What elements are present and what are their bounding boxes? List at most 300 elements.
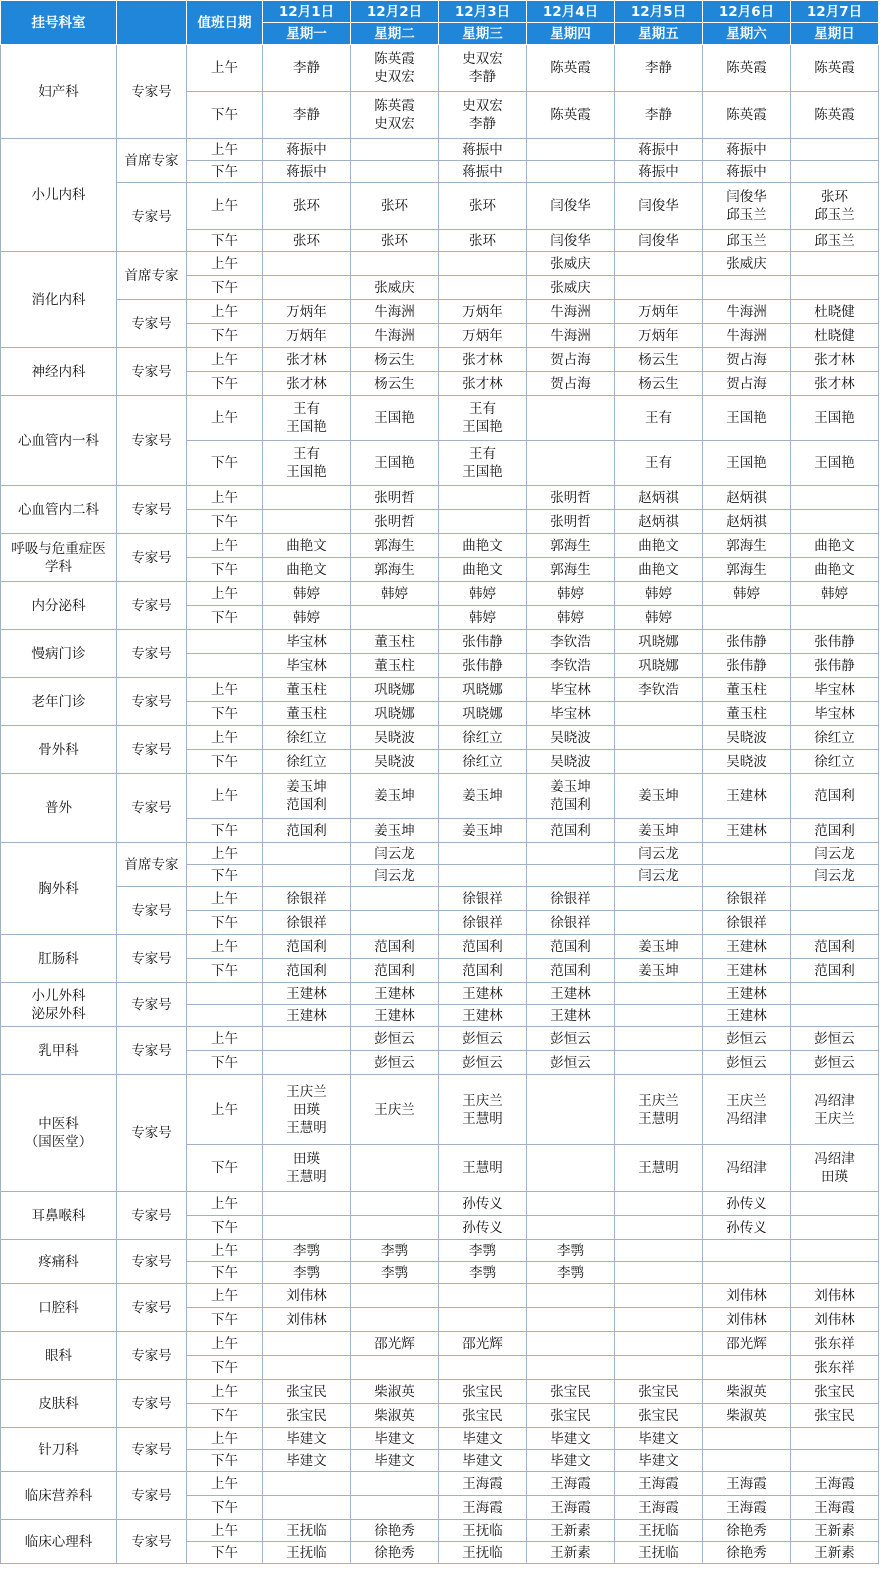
doctor-cell bbox=[791, 486, 879, 510]
doctor-cell: 闫俊华 bbox=[527, 183, 615, 230]
doctor-cell: 毕建文 bbox=[615, 1450, 703, 1472]
doctor-cell: 王有 王国艳 bbox=[439, 396, 527, 441]
registration-type: 专家号 bbox=[117, 935, 187, 983]
doctor-cell: 张宝民 bbox=[263, 1404, 351, 1428]
doctor-cell: 李静 bbox=[263, 45, 351, 92]
doctor-cell: 范国利 bbox=[527, 959, 615, 983]
doctor-cell: 王庆兰 王慧明 bbox=[615, 1075, 703, 1145]
doctor-cell: 徐银祥 bbox=[703, 887, 791, 911]
doctor-cell bbox=[791, 276, 879, 300]
doctor-cell: 王海霞 bbox=[439, 1472, 527, 1496]
doctor-cell: 姜玉坤 bbox=[615, 959, 703, 983]
doctor-cell: 徐红立 bbox=[263, 726, 351, 750]
doctor-cell: 史双宏 李静 bbox=[439, 45, 527, 92]
doctor-cell: 毕建文 bbox=[439, 1428, 527, 1450]
doctor-cell bbox=[615, 887, 703, 911]
doctor-cell: 蒋振中 bbox=[615, 139, 703, 161]
doctor-cell: 徐红立 bbox=[791, 750, 879, 774]
session-label: 上午 bbox=[187, 678, 263, 702]
doctor-cell: 巩晓娜 bbox=[615, 654, 703, 678]
registration-type: 专家号 bbox=[117, 534, 187, 582]
doctor-cell: 张伟静 bbox=[439, 654, 527, 678]
doctor-cell bbox=[615, 1027, 703, 1051]
doctor-cell: 王新素 bbox=[527, 1542, 615, 1564]
department-name: 小儿内科 bbox=[1, 139, 117, 252]
session-label: 上午 bbox=[187, 935, 263, 959]
doctor-cell: 王建林 bbox=[351, 1005, 439, 1027]
doctor-cell: 张威庆 bbox=[703, 252, 791, 276]
session-label: 下午 bbox=[187, 606, 263, 630]
doctor-cell: 冯绍津 王庆兰 bbox=[791, 1075, 879, 1145]
doctor-cell bbox=[615, 726, 703, 750]
schedule-row bbox=[1, 1075, 879, 1145]
doctor-cell: 韩婷 bbox=[439, 582, 527, 606]
registration-type: 专家号 bbox=[117, 486, 187, 534]
schedule-row bbox=[1, 935, 879, 959]
doctor-cell: 范国利 bbox=[351, 959, 439, 983]
date-header: 12月3日 bbox=[439, 1, 527, 23]
doctor-cell: 彭恒云 bbox=[527, 1027, 615, 1051]
doctor-cell: 范国利 bbox=[439, 935, 527, 959]
doctor-cell: 王庆兰 bbox=[351, 1075, 439, 1145]
doctor-cell bbox=[615, 252, 703, 276]
schedule-row bbox=[1, 139, 879, 161]
doctor-cell: 王国艳 bbox=[703, 396, 791, 441]
schedule-row bbox=[1, 486, 879, 510]
doctor-cell: 张宝民 bbox=[615, 1380, 703, 1404]
doctor-cell: 毕建文 bbox=[351, 1450, 439, 1472]
doctor-cell bbox=[615, 1216, 703, 1240]
doctor-cell: 柴淑英 bbox=[351, 1380, 439, 1404]
session-label: 上午 bbox=[187, 1284, 263, 1308]
doctor-cell bbox=[791, 1262, 879, 1284]
doctor-cell bbox=[263, 843, 351, 865]
doctor-cell: 王海霞 bbox=[703, 1472, 791, 1496]
doctor-cell: 李鹗 bbox=[527, 1240, 615, 1262]
doctor-cell: 吴晓波 bbox=[527, 726, 615, 750]
doctor-cell: 毕建文 bbox=[263, 1428, 351, 1450]
dept-header: 挂号科室 bbox=[1, 1, 117, 45]
session-label: 下午 bbox=[187, 510, 263, 534]
weekday-header: 星期一 bbox=[263, 23, 351, 45]
doctor-cell bbox=[791, 510, 879, 534]
doctor-cell: 王庆兰 冯绍津 bbox=[703, 1075, 791, 1145]
doctor-cell bbox=[703, 606, 791, 630]
registration-type: 专家号 bbox=[117, 1284, 187, 1332]
doctor-cell bbox=[263, 486, 351, 510]
doctor-cell: 张伟静 bbox=[791, 654, 879, 678]
doctor-cell: 牛海洲 bbox=[351, 324, 439, 348]
session-label: 下午 bbox=[187, 1145, 263, 1192]
registration-type: 专家号 bbox=[117, 45, 187, 139]
doctor-cell bbox=[527, 865, 615, 887]
department-name: 中医科 （国医堂） bbox=[1, 1075, 117, 1192]
doctor-cell: 贺占海 bbox=[703, 372, 791, 396]
doctor-cell: 范国利 bbox=[439, 959, 527, 983]
registration-type: 专家号 bbox=[117, 1332, 187, 1380]
session-label: 上午 bbox=[187, 183, 263, 230]
doctor-cell bbox=[351, 1496, 439, 1520]
doctor-cell: 毕建文 bbox=[439, 1450, 527, 1472]
doctor-cell: 王建林 bbox=[439, 1005, 527, 1027]
department-name: 口腔科 bbox=[1, 1284, 117, 1332]
doctor-cell: 刘伟林 bbox=[263, 1308, 351, 1332]
doctor-cell: 毕建文 bbox=[351, 1428, 439, 1450]
doctor-cell bbox=[263, 1356, 351, 1380]
doctor-cell: 姜玉坤 bbox=[351, 819, 439, 843]
doctor-cell: 毕宝林 bbox=[527, 702, 615, 726]
doctor-cell: 范国利 bbox=[527, 935, 615, 959]
doctor-cell: 蒋振中 bbox=[439, 139, 527, 161]
doctor-cell: 王国艳 bbox=[791, 441, 879, 486]
session-label: 下午 bbox=[187, 1542, 263, 1564]
doctor-cell: 闫云龙 bbox=[615, 843, 703, 865]
doctor-cell: 李静 bbox=[615, 45, 703, 92]
date-header: 12月1日 bbox=[263, 1, 351, 23]
session-label: 下午 bbox=[187, 1216, 263, 1240]
doctor-cell: 彭恒云 bbox=[703, 1027, 791, 1051]
session-label: 上午 bbox=[187, 1520, 263, 1542]
doctor-cell: 邱玉兰 bbox=[703, 230, 791, 252]
doctor-cell: 郭海生 bbox=[351, 534, 439, 558]
doctor-cell: 贺占海 bbox=[527, 348, 615, 372]
doctor-cell: 王抚临 bbox=[263, 1542, 351, 1564]
doctor-cell bbox=[615, 750, 703, 774]
doctor-cell: 赵炳祺 bbox=[703, 486, 791, 510]
session-label: 下午 bbox=[187, 372, 263, 396]
doctor-cell: 王抚临 bbox=[615, 1520, 703, 1542]
department-name: 小儿外科 泌尿外科 bbox=[1, 983, 117, 1027]
doctor-cell: 张宝民 bbox=[439, 1380, 527, 1404]
doctor-cell: 杨云生 bbox=[615, 348, 703, 372]
doctor-cell: 王建林 bbox=[439, 983, 527, 1005]
doctor-cell bbox=[351, 1192, 439, 1216]
doctor-cell: 韩婷 bbox=[791, 582, 879, 606]
schedule-row bbox=[1, 1192, 879, 1216]
schedule-row bbox=[1, 983, 879, 1005]
doctor-cell: 郭海生 bbox=[703, 558, 791, 582]
doctor-cell: 张宝民 bbox=[791, 1380, 879, 1404]
doctor-cell: 杨云生 bbox=[615, 372, 703, 396]
doctor-cell: 王建林 bbox=[527, 1005, 615, 1027]
doctor-cell bbox=[527, 139, 615, 161]
doctor-cell: 王海霞 bbox=[439, 1496, 527, 1520]
doctor-cell: 蒋振中 bbox=[439, 161, 527, 183]
schedule-row bbox=[1, 843, 879, 865]
doctor-cell: 彭恒云 bbox=[439, 1051, 527, 1075]
department-name: 肛肠科 bbox=[1, 935, 117, 983]
session-label: 上午 bbox=[187, 1332, 263, 1356]
session-label: 上午 bbox=[187, 582, 263, 606]
doctor-cell: 毕建文 bbox=[527, 1428, 615, 1450]
doctor-cell: 陈英霞 bbox=[791, 92, 879, 139]
doctor-cell: 张威庆 bbox=[351, 276, 439, 300]
doctor-cell bbox=[615, 911, 703, 935]
doctor-cell bbox=[439, 1356, 527, 1380]
doctor-cell: 张宝民 bbox=[439, 1404, 527, 1428]
schedule-row bbox=[1, 183, 879, 230]
doctor-cell bbox=[439, 865, 527, 887]
doctor-cell: 贺占海 bbox=[703, 348, 791, 372]
doctor-cell: 刘伟林 bbox=[703, 1308, 791, 1332]
session-label: 下午 bbox=[187, 819, 263, 843]
doctor-cell: 张东祥 bbox=[791, 1356, 879, 1380]
session-label: 下午 bbox=[187, 230, 263, 252]
doctor-cell: 闫云龙 bbox=[351, 843, 439, 865]
doctor-cell: 牛海洲 bbox=[351, 300, 439, 324]
session-label: 下午 bbox=[187, 702, 263, 726]
schedule-row bbox=[1, 887, 879, 911]
doctor-cell bbox=[791, 911, 879, 935]
doctor-cell: 王抚临 bbox=[615, 1542, 703, 1564]
registration-type: 专家号 bbox=[117, 348, 187, 396]
doctor-cell: 王有 bbox=[615, 396, 703, 441]
doctor-cell: 张环 bbox=[263, 230, 351, 252]
doctor-cell: 冯绍津 田瑛 bbox=[791, 1145, 879, 1192]
doctor-cell: 王建林 bbox=[527, 983, 615, 1005]
doctor-cell bbox=[527, 1216, 615, 1240]
doctor-cell: 王建林 bbox=[263, 983, 351, 1005]
registration-type: 专家号 bbox=[117, 1380, 187, 1428]
doctor-cell bbox=[615, 1262, 703, 1284]
doctor-cell bbox=[703, 276, 791, 300]
doctor-cell: 冯绍津 bbox=[703, 1145, 791, 1192]
date-header: 12月2日 bbox=[351, 1, 439, 23]
doctor-cell: 王海霞 bbox=[527, 1496, 615, 1520]
doctor-cell bbox=[791, 161, 879, 183]
session-label: 下午 bbox=[187, 558, 263, 582]
doctor-cell: 孙传义 bbox=[703, 1216, 791, 1240]
doctor-cell: 王建林 bbox=[703, 983, 791, 1005]
department-name: 内分泌科 bbox=[1, 582, 117, 630]
session-label: 上午 bbox=[187, 1027, 263, 1051]
doctor-cell bbox=[527, 396, 615, 441]
session-label: 上午 bbox=[187, 1472, 263, 1496]
doctor-cell: 张明哲 bbox=[527, 510, 615, 534]
doctor-cell: 张才林 bbox=[263, 348, 351, 372]
doctor-cell: 柴淑英 bbox=[703, 1404, 791, 1428]
session-label: 上午 bbox=[187, 774, 263, 819]
doctor-cell: 彭恒云 bbox=[703, 1051, 791, 1075]
doctor-cell: 闫俊华 bbox=[527, 230, 615, 252]
schedule-row bbox=[1, 582, 879, 606]
doctor-cell: 赵炳祺 bbox=[703, 510, 791, 534]
doctor-cell: 王抚临 bbox=[439, 1542, 527, 1564]
schedule-row bbox=[1, 348, 879, 372]
doctor-cell bbox=[791, 1240, 879, 1262]
doctor-cell: 闫云龙 bbox=[791, 843, 879, 865]
doctor-cell bbox=[527, 1192, 615, 1216]
doctor-cell bbox=[703, 1262, 791, 1284]
department-name: 疼痛科 bbox=[1, 1240, 117, 1284]
schedule-row bbox=[1, 630, 879, 654]
doctor-cell: 王建林 bbox=[703, 819, 791, 843]
weekday-header: 星期日 bbox=[791, 23, 879, 45]
session-label: 上午 bbox=[187, 252, 263, 276]
doctor-cell: 王海霞 bbox=[615, 1496, 703, 1520]
doctor-cell: 董玉柱 bbox=[703, 678, 791, 702]
doctor-cell: 万炳年 bbox=[439, 300, 527, 324]
doctor-cell: 范国利 bbox=[351, 935, 439, 959]
doctor-cell: 陈英霞 bbox=[527, 92, 615, 139]
department-name: 心血管内二科 bbox=[1, 486, 117, 534]
doctor-cell: 韩婷 bbox=[615, 582, 703, 606]
session-label: 下午 bbox=[187, 865, 263, 887]
schedule-row bbox=[1, 534, 879, 558]
registration-type: 专家号 bbox=[117, 1428, 187, 1472]
doctor-cell: 韩婷 bbox=[703, 582, 791, 606]
doctor-cell: 陈英霞 史双宏 bbox=[351, 92, 439, 139]
doctor-cell: 李鹗 bbox=[439, 1240, 527, 1262]
doctor-cell bbox=[615, 1332, 703, 1356]
schedule-row bbox=[1, 774, 879, 819]
doctor-cell bbox=[527, 1356, 615, 1380]
schedule-row bbox=[1, 1472, 879, 1496]
doctor-cell: 姜玉坤 bbox=[351, 774, 439, 819]
doctor-cell: 张宝民 bbox=[615, 1404, 703, 1428]
doctor-cell: 李鹗 bbox=[527, 1262, 615, 1284]
doctor-cell bbox=[615, 1051, 703, 1075]
doctor-cell: 王新素 bbox=[791, 1520, 879, 1542]
doctor-cell: 巩晓娜 bbox=[439, 702, 527, 726]
doctor-cell: 蒋振中 bbox=[263, 161, 351, 183]
doctor-cell bbox=[351, 911, 439, 935]
doctor-cell bbox=[615, 1356, 703, 1380]
registration-type: 专家号 bbox=[117, 630, 187, 678]
doctor-cell: 蒋振中 bbox=[263, 139, 351, 161]
doctor-cell: 张宝民 bbox=[527, 1404, 615, 1428]
doctor-cell: 王建林 bbox=[703, 959, 791, 983]
doctor-cell bbox=[263, 252, 351, 276]
doctor-cell: 孙传义 bbox=[703, 1192, 791, 1216]
doctor-cell: 柴淑英 bbox=[703, 1380, 791, 1404]
doctor-cell: 万炳年 bbox=[263, 324, 351, 348]
session-label: 下午 bbox=[187, 1051, 263, 1075]
doctor-cell: 毕宝林 bbox=[263, 654, 351, 678]
schedule-row bbox=[1, 1332, 879, 1356]
doctor-cell: 孙传义 bbox=[439, 1216, 527, 1240]
schedule-row bbox=[1, 45, 879, 92]
doctor-cell bbox=[527, 161, 615, 183]
doctor-cell: 姜玉坤 bbox=[439, 819, 527, 843]
doctor-cell: 郭海生 bbox=[527, 534, 615, 558]
session-label bbox=[187, 1005, 263, 1027]
duty-date-header: 值班日期 bbox=[187, 1, 263, 45]
doctor-cell: 李钦浩 bbox=[527, 630, 615, 654]
department-name: 妇产科 bbox=[1, 45, 117, 139]
doctor-cell bbox=[615, 1005, 703, 1027]
session-label: 下午 bbox=[187, 959, 263, 983]
doctor-cell bbox=[263, 1332, 351, 1356]
doctor-cell: 张才林 bbox=[263, 372, 351, 396]
doctor-cell: 范国利 bbox=[263, 819, 351, 843]
doctor-cell bbox=[351, 139, 439, 161]
registration-type: 首席专家 bbox=[117, 252, 187, 300]
doctor-cell: 王建林 bbox=[703, 774, 791, 819]
session-label: 下午 bbox=[187, 1308, 263, 1332]
doctor-cell bbox=[439, 1308, 527, 1332]
doctor-cell: 王有 王国艳 bbox=[263, 396, 351, 441]
doctor-cell: 张环 bbox=[263, 183, 351, 230]
doctor-cell: 万炳年 bbox=[439, 324, 527, 348]
doctor-cell bbox=[703, 1428, 791, 1450]
doctor-cell: 韩婷 bbox=[527, 606, 615, 630]
doctor-cell: 张威庆 bbox=[527, 276, 615, 300]
doctor-cell: 李鹗 bbox=[263, 1262, 351, 1284]
doctor-cell bbox=[791, 606, 879, 630]
doctor-cell: 孙传义 bbox=[439, 1192, 527, 1216]
doctor-cell: 万炳年 bbox=[615, 300, 703, 324]
doctor-cell bbox=[615, 1240, 703, 1262]
session-label: 下午 bbox=[187, 750, 263, 774]
doctor-cell bbox=[263, 1192, 351, 1216]
doctor-cell: 张才林 bbox=[791, 348, 879, 372]
doctor-cell: 陈英霞 史双宏 bbox=[351, 45, 439, 92]
doctor-cell: 赵炳祺 bbox=[615, 486, 703, 510]
doctor-cell: 韩婷 bbox=[527, 582, 615, 606]
doctor-cell bbox=[439, 486, 527, 510]
doctor-cell bbox=[351, 887, 439, 911]
schedule-row bbox=[1, 1380, 879, 1404]
doctor-cell: 闫云龙 bbox=[615, 865, 703, 887]
doctor-cell bbox=[791, 1450, 879, 1472]
department-name: 普外 bbox=[1, 774, 117, 843]
doctor-cell: 张伟静 bbox=[703, 654, 791, 678]
doctor-cell: 李鹗 bbox=[263, 1240, 351, 1262]
doctor-cell: 刘伟林 bbox=[791, 1284, 879, 1308]
doctor-cell: 巩晓娜 bbox=[615, 630, 703, 654]
schedule-row bbox=[1, 396, 879, 441]
doctor-cell: 董玉柱 bbox=[263, 702, 351, 726]
doctor-cell bbox=[527, 1332, 615, 1356]
registration-type: 专家号 bbox=[117, 1192, 187, 1240]
registration-type: 专家号 bbox=[117, 726, 187, 774]
session-label: 下午 bbox=[187, 324, 263, 348]
doctor-cell: 毕宝林 bbox=[791, 702, 879, 726]
doctor-cell: 邵光辉 bbox=[439, 1332, 527, 1356]
doctor-cell bbox=[615, 1308, 703, 1332]
doctor-cell bbox=[791, 1005, 879, 1027]
doctor-cell: 闫俊华 bbox=[615, 183, 703, 230]
doctor-cell bbox=[615, 1192, 703, 1216]
doctor-cell: 徐艳秀 bbox=[351, 1520, 439, 1542]
doctor-cell: 曲艳文 bbox=[439, 534, 527, 558]
doctor-cell bbox=[791, 983, 879, 1005]
department-name: 胸外科 bbox=[1, 843, 117, 935]
doctor-cell: 王慧明 bbox=[439, 1145, 527, 1192]
header-row-dates bbox=[1, 1, 879, 23]
doctor-cell: 吴晓波 bbox=[351, 726, 439, 750]
doctor-cell: 张环 邱玉兰 bbox=[791, 183, 879, 230]
session-label: 下午 bbox=[187, 1356, 263, 1380]
doctor-cell: 王建林 bbox=[703, 1005, 791, 1027]
doctor-cell bbox=[439, 276, 527, 300]
doctor-cell: 邵光辉 bbox=[351, 1332, 439, 1356]
department-name: 慢病门诊 bbox=[1, 630, 117, 678]
doctor-cell: 徐银祥 bbox=[263, 911, 351, 935]
doctor-cell: 闫俊华 邱玉兰 bbox=[703, 183, 791, 230]
doctor-cell: 彭恒云 bbox=[791, 1027, 879, 1051]
doctor-cell: 闫俊华 bbox=[615, 230, 703, 252]
doctor-cell: 张伟静 bbox=[439, 630, 527, 654]
schedule-row bbox=[1, 300, 879, 324]
doctor-cell: 杜晓健 bbox=[791, 300, 879, 324]
session-label: 下午 bbox=[187, 1404, 263, 1428]
doctor-cell: 范国利 bbox=[263, 959, 351, 983]
doctor-cell: 吴晓波 bbox=[703, 726, 791, 750]
date-header: 12月7日 bbox=[791, 1, 879, 23]
doctor-cell: 曲艳文 bbox=[615, 534, 703, 558]
